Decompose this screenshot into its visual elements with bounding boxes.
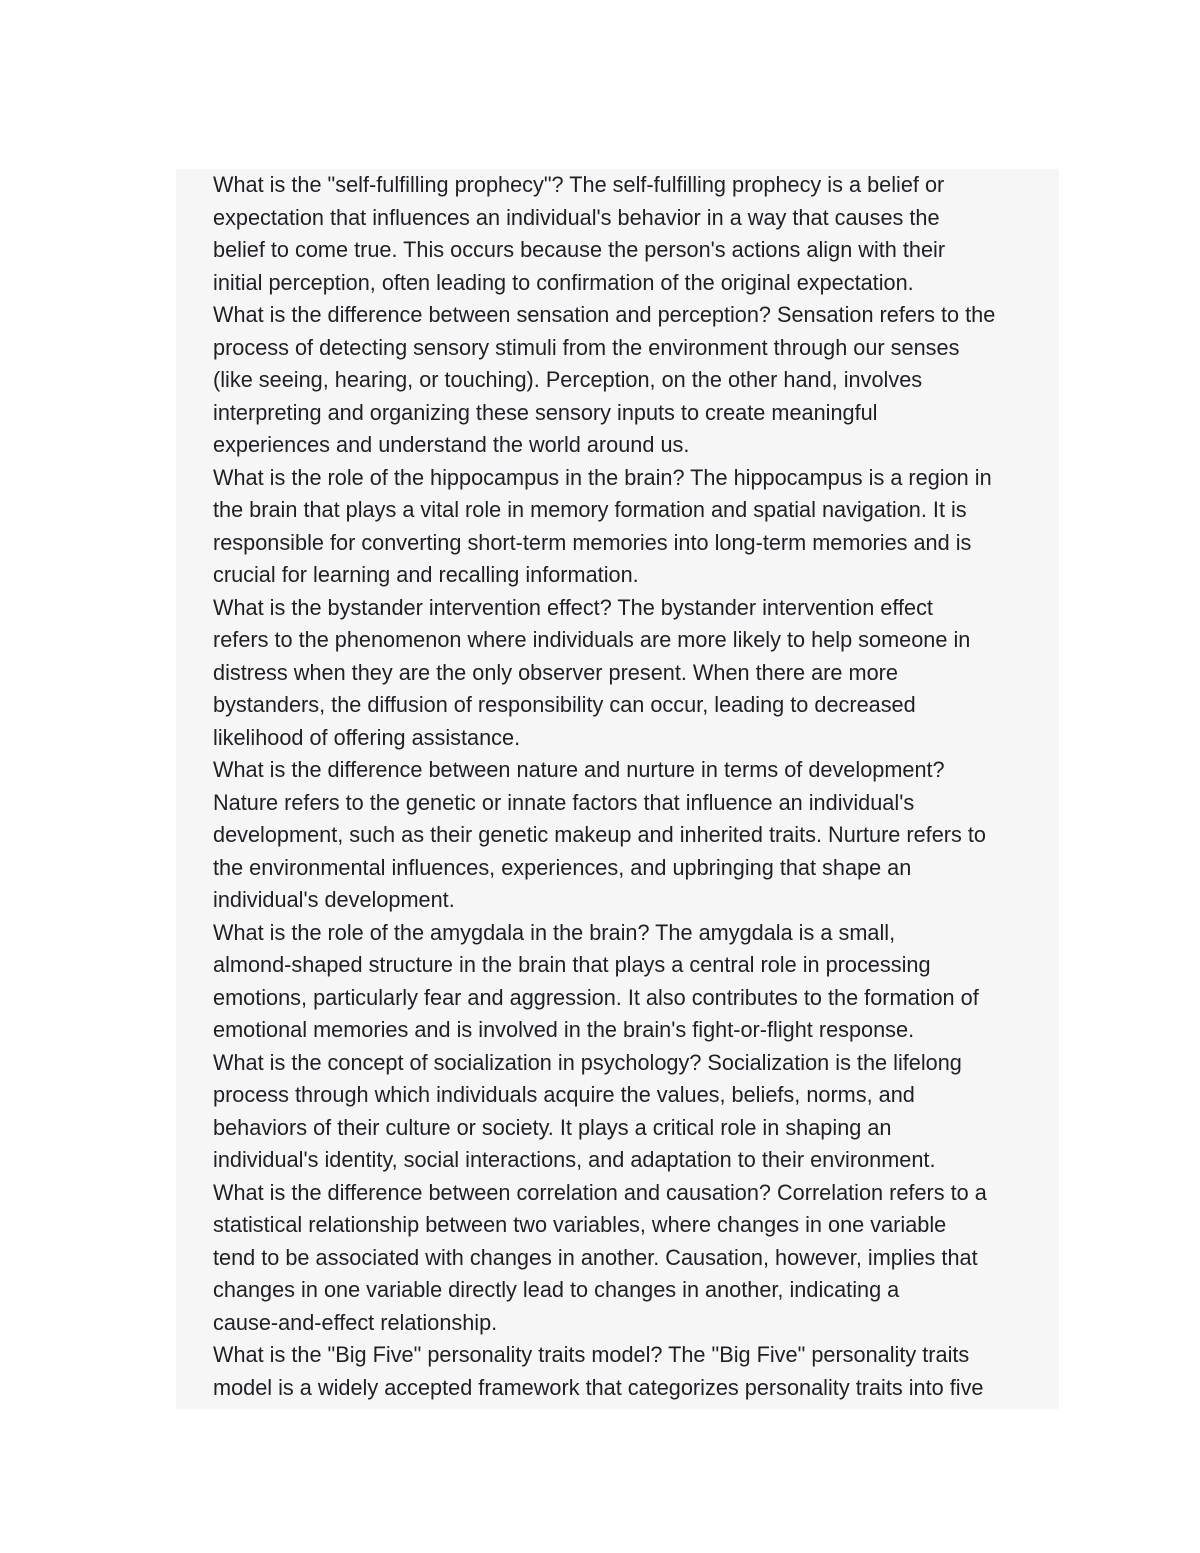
text-line: refers to the phenomenon where individuals are more likely to help someone in [213,627,971,652]
text-line: the brain that plays a vital role in memory formation and spatial navigation. It is [213,497,967,522]
text-line: What is the concept of socialization in psychology? Socialization is the lifelong [213,1049,962,1075]
text-line: initial perception, often leading to confirmation of the original expectation. [213,269,914,295]
text-line: distress when they are the only observer present. When there are more [213,659,898,685]
text-line: What is the role of the amygdala in the brain? The amygdala is a small, [213,919,896,945]
text-line: interpreting and organizing these sensory inputs to create meaningful [213,399,878,425]
text-line: the environmental influences, experiences, and upbringing that shape an [213,854,912,880]
text-line: emotional memories and is involved in the brain's fight-or-flight response. [213,1017,915,1042]
text-line: statistical relationship between two variables, where changes in one variable [213,1212,947,1237]
text-line: crucial for learning and recalling information. [213,562,639,587]
text-line: Nature refers to the genetic or innate factors that influence an individual's [213,789,915,815]
text-line: What is the difference between sensation and perception? Sensation refers to the [213,302,996,327]
text-line: tend to be associated with changes in another. Causation, however, implies that [213,1244,978,1270]
text-line: individual's development. [213,887,455,912]
text-line: likelihood of offering assistance. [213,724,521,750]
text-line: bystanders, the diffusion of responsibility can occur, leading to decreased [213,692,916,717]
text-line: What is the difference between nature and nurture in terms of development? [213,757,945,782]
text-line: What is the difference between correlation and causation? Correlation refers to a [213,1179,987,1205]
text-line: What is the bystander intervention effect? The bystander intervention effect [213,594,933,620]
text-line: cause-and-effect relationship. [213,1309,498,1335]
text-line: changes in one variable directly lead to changes in another, indicating a [213,1277,900,1302]
text-line: individual's identity, social interactions, and adaptation to their environment. [213,1147,936,1172]
text-line: What is the "Big Five" personality traits model? The "Big Five" personality traits [213,1342,970,1367]
text-line: What is the role of the hippocampus in the brain? The hippocampus is a region in [213,464,992,490]
text-line: experiences and understand the world around us. [213,432,690,457]
text-line: process of detecting sensory stimuli from the environment through our senses [213,334,960,360]
text-line: model is a widely accepted framework that categorizes personality traits into five [213,1374,984,1400]
document-text-block [176,169,1059,1409]
text-line: behaviors of their culture or society. It plays a critical role in shaping an [213,1114,892,1140]
text-line: process through which individuals acquire the values, beliefs, norms, and [213,1082,915,1107]
text-line: responsible for converting short-term memories into long-term memories and is [213,529,972,555]
text-line: What is the "self-fulfilling prophecy"? The self-fulfilling prophecy is a belief or [213,172,945,197]
text-line: (like seeing, hearing, or touching). Perception, on the other hand, involves [213,367,923,392]
text-line: belief to come true. This occurs because the person's actions align with their [213,237,946,262]
text-line: almond-shaped structure in the brain that plays a central role in processing [213,952,931,977]
document-lines [213,169,1059,1404]
text-line: expectation that influences an individual's behavior in a way that causes the [213,204,940,230]
text-line: emotions, particularly fear and aggression. It also contributes to the formation of [213,984,979,1010]
text-line: development, such as their genetic makeup and inherited traits. Nurture refers to [213,822,986,847]
